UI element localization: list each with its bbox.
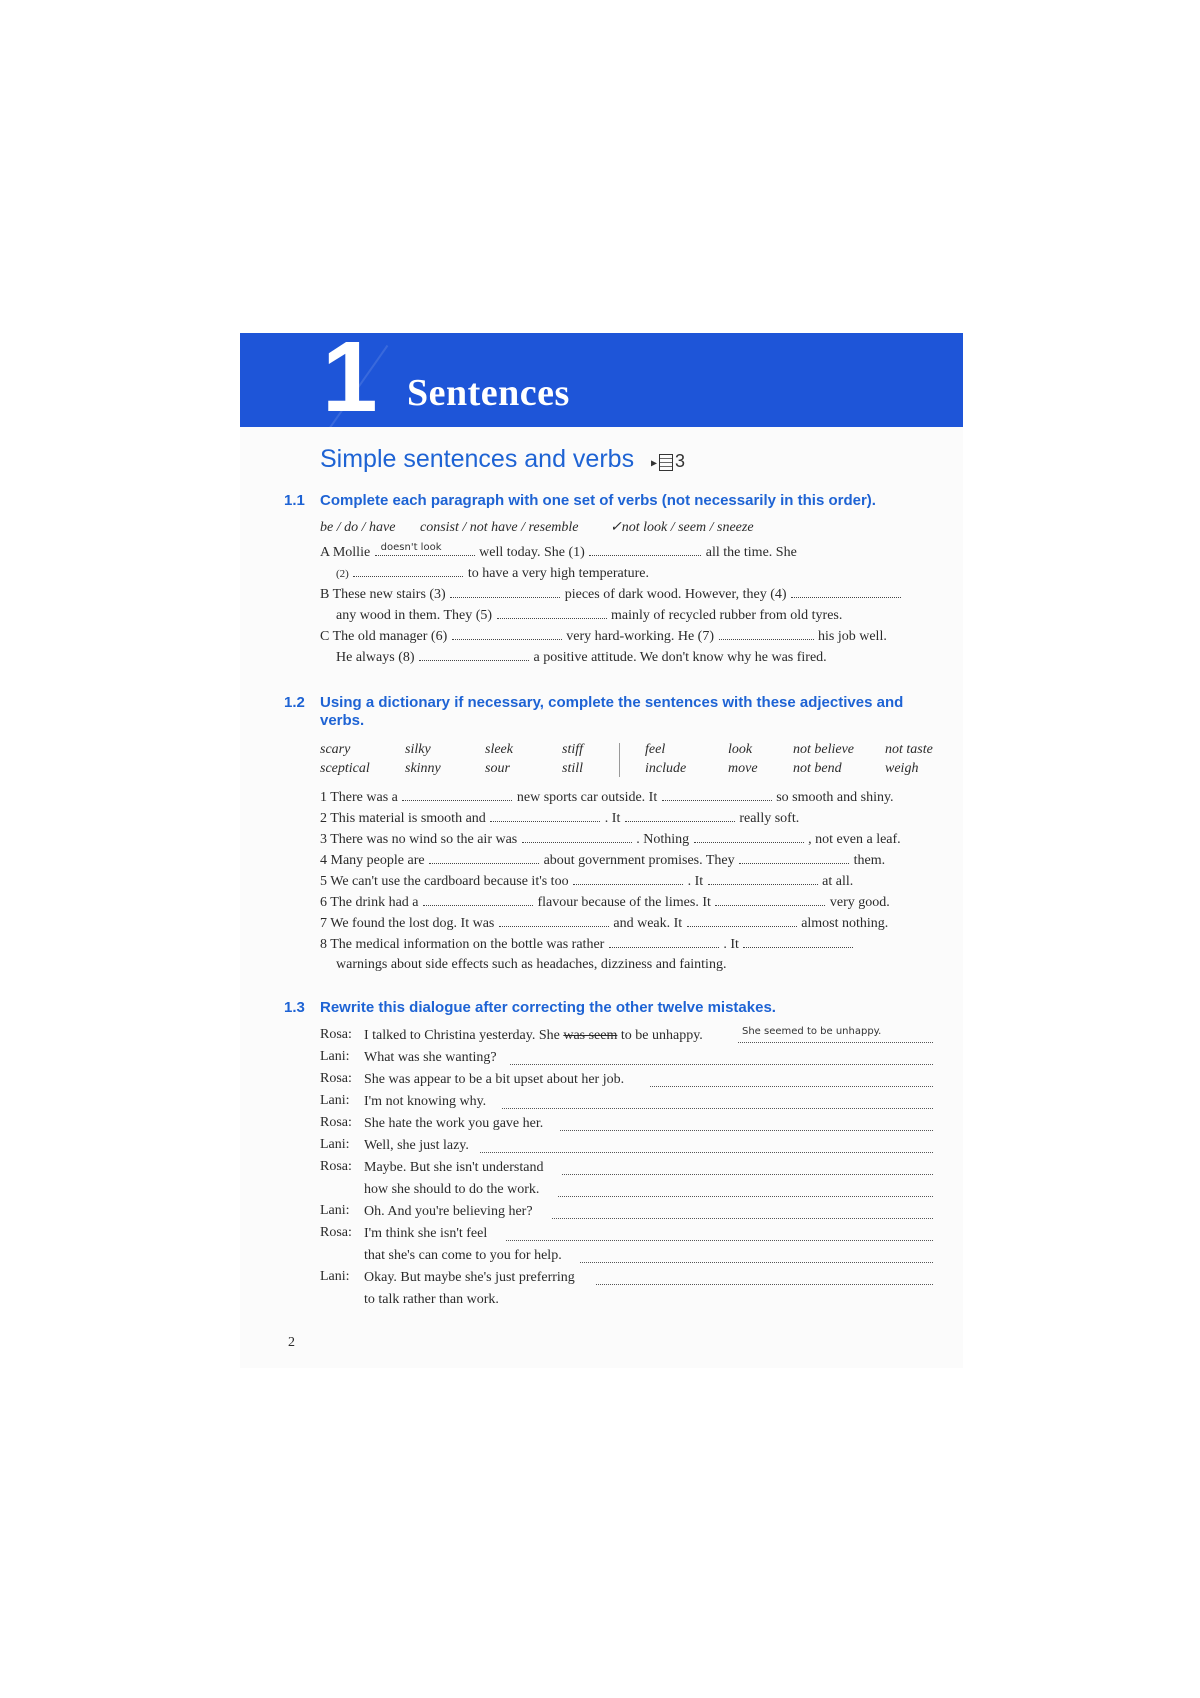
text: 3 There was no wind so the air was (320, 832, 518, 847)
dialogue-line-8: how she should to do the work. (364, 1182, 540, 1197)
text: a positive attitude. We don't know why he was fired. (533, 650, 827, 665)
adjective: sleek (485, 742, 513, 757)
sentence-5 (320, 872, 853, 891)
sentence-8-line1 (320, 935, 854, 954)
speaker-label: Rosa: (320, 1027, 352, 1042)
answer-blank[interactable] (589, 543, 701, 556)
adjective: skinny (405, 761, 441, 776)
text: any wood in them. They (5) (336, 608, 493, 623)
text: new sports car outside. It (516, 790, 658, 805)
verb: not believe (793, 742, 855, 757)
text: 7 We found the lost dog. It was (320, 916, 495, 931)
document-icon (659, 454, 673, 471)
sentence-7 (320, 914, 888, 933)
speaker-label: Rosa: (320, 1115, 352, 1130)
verb-set-1: be / do / have (320, 520, 396, 535)
answer-blank[interactable] (609, 935, 719, 948)
adjective: sour (485, 761, 510, 776)
text: 1 There was a (320, 790, 398, 805)
dialogue-line-2: What was she wanting? (364, 1050, 497, 1065)
answer-blank[interactable] (429, 851, 539, 864)
answer-blank[interactable] (743, 935, 853, 948)
text: well today. She (1) (479, 545, 585, 560)
text: mainly of recycled rubber from old tyres. (611, 608, 843, 623)
answer-blank[interactable] (450, 585, 560, 598)
paragraph-c-line2 (336, 648, 827, 667)
paragraph-a-line2 (336, 564, 649, 583)
speaker-label: Lani: (320, 1093, 350, 1108)
text: at all. (822, 874, 854, 889)
text: them. (853, 853, 886, 868)
exercise-instruction: Using a dictionary if necessary, complete the sentences with these adjectives and verbs. (320, 694, 904, 729)
adjective: still (562, 761, 584, 776)
paragraph-b-line1 (320, 585, 902, 604)
answer-blank[interactable] (625, 809, 735, 822)
answer-line[interactable] (502, 1108, 933, 1109)
text: his job well. (818, 629, 887, 644)
text: I talked to Christina yesterday. She (364, 1028, 560, 1043)
text: 8 The medical information on the bottle was rather (320, 937, 605, 952)
dialogue-line-1 (364, 1027, 703, 1045)
answer-blank[interactable] (708, 872, 818, 885)
answer-blank[interactable] (499, 914, 609, 927)
exercise-instruction: Complete each paragraph with one set of verbs (not necessarily in this order). (320, 492, 876, 509)
chapter-number: 1 (322, 333, 378, 427)
section-title-text: Simple sentences and verbs (320, 445, 635, 473)
word-list-divider (619, 743, 620, 777)
section-title (320, 445, 685, 474)
text: 6 The drink had a (320, 895, 419, 910)
answer-blank[interactable] (573, 872, 683, 885)
adjective: silky (405, 742, 431, 757)
paragraph-b-line2 (336, 606, 842, 625)
chapter-banner (240, 333, 963, 427)
text: to have a very high temperature. (467, 566, 649, 581)
answer-line[interactable] (560, 1130, 933, 1131)
answer-line[interactable] (480, 1152, 933, 1153)
exercise-number: 1.2 (284, 694, 305, 711)
dialogue-line-5: She hate the work you gave her. (364, 1116, 544, 1131)
dialogue-line-11: that she's can come to you for help. (364, 1248, 562, 1263)
answer-line[interactable] (738, 1042, 933, 1043)
adjective: sceptical (320, 761, 370, 776)
dialogue-line-3: She was appear to be a bit upset about her job. (364, 1072, 625, 1087)
text: almost nothing. (801, 916, 889, 931)
speaker-label: Lani: (320, 1137, 350, 1152)
answer-line[interactable] (510, 1064, 933, 1065)
verb: feel (645, 742, 666, 757)
answer-blank[interactable] (694, 830, 804, 843)
exercise-1-3-heading (284, 999, 904, 1017)
dialogue-line-13: to talk rather than work. (364, 1292, 499, 1307)
answer-blank[interactable] (662, 788, 772, 801)
sentence-1 (320, 788, 894, 807)
handwritten-answer: She seemed to be unhappy. (742, 1026, 882, 1037)
arrow-right-icon: ▸ (651, 455, 658, 470)
verb: weigh (885, 761, 919, 776)
answer-blank[interactable] (687, 914, 797, 927)
dialogue-line-7: Maybe. But she isn't understand (364, 1160, 544, 1175)
exercise-number: 1.3 (284, 999, 305, 1016)
speaker-label: Rosa: (320, 1071, 352, 1086)
text: to be unhappy. (620, 1028, 703, 1043)
exercise-number: 1.1 (284, 492, 305, 509)
dialogue-line-9: Oh. And you're believing her? (364, 1204, 533, 1219)
text: about government promises. They (543, 853, 735, 868)
answer-blank[interactable] (791, 585, 901, 598)
text: all the time. She (705, 545, 797, 560)
dialogue-line-10: I'm think she isn't feel (364, 1226, 488, 1241)
answer-blank[interactable] (419, 648, 529, 661)
text: , not even a leaf. (808, 832, 901, 847)
answer-line[interactable] (562, 1174, 933, 1175)
speaker-label: Rosa: (320, 1225, 352, 1240)
dialogue-line-4: I'm not knowing why. (364, 1094, 487, 1109)
sentence-6 (320, 893, 890, 912)
answer-line[interactable] (596, 1284, 933, 1285)
section-ref-number: 3 (675, 451, 686, 471)
answer-line[interactable] (650, 1086, 933, 1087)
answer-blank[interactable] (375, 543, 475, 556)
answer-line[interactable] (506, 1240, 933, 1241)
text: very hard-working. He (7) (566, 629, 714, 644)
dialogue-line-12: Okay. But maybe she's just preferring (364, 1270, 575, 1285)
verb: move (728, 761, 758, 776)
text: very good. (829, 895, 890, 910)
speaker-label: Rosa: (320, 1159, 352, 1174)
text: so smooth and shiny. (776, 790, 894, 805)
verb: include (645, 761, 687, 776)
answer-blank[interactable] (490, 809, 600, 822)
text: . It (687, 874, 704, 889)
text: C The old manager (6) (320, 629, 448, 644)
answer-blank[interactable] (402, 788, 512, 801)
section-reference[interactable] (651, 451, 685, 471)
answer-blank[interactable] (522, 830, 632, 843)
workbook-page (240, 333, 963, 1368)
answer-blank[interactable] (452, 627, 562, 640)
struck-text: was seem (563, 1028, 618, 1043)
text: . It (723, 937, 739, 952)
text: 5 We can't use the cardboard because it's too (320, 874, 569, 889)
verb: not bend (793, 761, 842, 776)
dialogue-line-6: Well, she just lazy. (364, 1138, 469, 1153)
paragraph-a-line1 (320, 543, 797, 562)
answer-blank[interactable] (353, 564, 463, 577)
text: 2 This material is smooth and (320, 811, 486, 826)
answer-blank[interactable] (715, 893, 825, 906)
chapter-title: Sentences (407, 372, 570, 414)
speaker-label: Lani: (320, 1049, 350, 1064)
adjective: scary (320, 742, 351, 757)
speaker-label: Lani: (320, 1269, 350, 1284)
verb: look (728, 742, 753, 757)
text: flavour because of the limes. It (537, 895, 711, 910)
sentence-3 (320, 830, 901, 849)
text: pieces of dark wood. However, they (4) (564, 587, 787, 602)
answer-blank[interactable] (497, 606, 607, 619)
sentence-2 (320, 809, 799, 828)
page-number: 2 (288, 1335, 295, 1350)
answer-line[interactable] (552, 1218, 933, 1219)
text: (2) (336, 568, 349, 580)
exercise-instruction: Rewrite this dialogue after correcting the other twelve mistakes. (320, 999, 776, 1016)
answer-blank[interactable] (423, 893, 533, 906)
text: 4 Many people are (320, 853, 425, 868)
text: He always (8) (336, 650, 415, 665)
exercise-1-1-heading (284, 492, 904, 510)
sentence-8-line2: warnings about side effects such as headaches, dizziness and fainting. (336, 957, 727, 972)
text: . It (604, 811, 621, 826)
verb-set-3: ✓not look / seem / sneeze (610, 520, 754, 535)
adjective: stiff (562, 742, 584, 757)
handwritten-answer: doesn't look (380, 542, 442, 553)
speaker-label: Lani: (320, 1203, 350, 1218)
text: B These new stairs (3) (320, 587, 446, 602)
exercise-1-2-heading (284, 694, 904, 730)
answer-blank[interactable] (719, 627, 814, 640)
paragraph-c-line1 (320, 627, 887, 646)
verb: not taste (885, 742, 933, 757)
sentence-4 (320, 851, 885, 870)
text: really soft. (739, 811, 800, 826)
text: . Nothing (636, 832, 690, 847)
text: and weak. It (613, 916, 683, 931)
verb-set-2: consist / not have / resemble (420, 520, 579, 535)
answer-blank[interactable] (739, 851, 849, 864)
answer-line[interactable] (580, 1262, 933, 1263)
answer-line[interactable] (558, 1196, 933, 1197)
text: A Mollie (320, 545, 371, 560)
